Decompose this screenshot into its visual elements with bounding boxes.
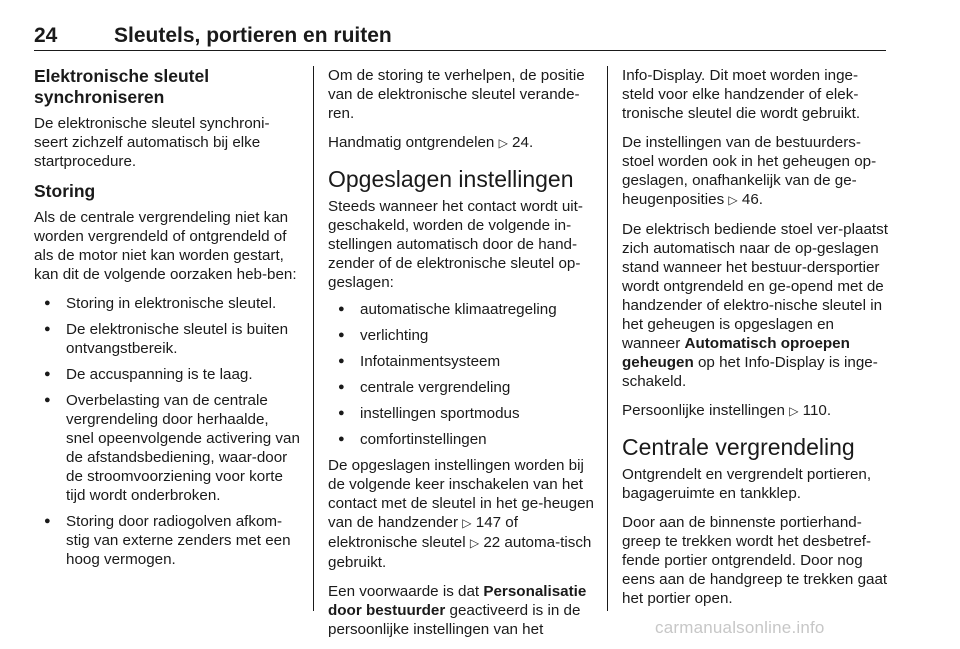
used-ref-2: 22 automa-tisch gebruikt. [328, 534, 592, 571]
list-item: ● De elektronische sleutel is buiten ontvangstbereik. [34, 320, 300, 358]
list-item: ● Overbelasting van de centrale vergrendeling door herhaalde, snel opeenvolgende activering van de afstandsbediening, waar-door de stroomvoorziening voor korte tijd wordt onderbroken. [34, 391, 300, 505]
heading-sync: Elektronische sleutel synchroniseren [34, 66, 210, 107]
column-1 [34, 66, 300, 576]
heading-central-locking: Centrale vergrendeling [622, 434, 855, 460]
paragraph-prerequisite [328, 582, 594, 639]
causes-list [34, 294, 300, 569]
heading-saved-settings: Opgeslagen instellingen [328, 166, 574, 192]
manual-unlock-ref: 24. [512, 134, 534, 151]
personal-settings-ref: 110. [802, 402, 832, 419]
paragraph-electric-seat [622, 220, 888, 391]
paragraph-central-2: Door aan de binnenste portierhand-greep te trekken wordt het desbetref-fende portier ontgrendeld. Door nog eens aan de handgreep te trekken gaat het portier open. [622, 514, 888, 607]
page-header [34, 24, 886, 52]
paragraph-storing: Als de centrale vergrendeling niet kan worden vergrendeld of ontgrendeld of als de motor niet kan worden gestart, kan dit de volgende oorzaken heb-ben: [34, 209, 297, 283]
list-item: ● comfortinstellingen [328, 430, 594, 449]
paragraph-seat-memory [622, 133, 888, 210]
settings-list [328, 300, 594, 449]
manual-unlock-text: Handmatig ontgrendelen [328, 134, 495, 151]
paragraph-saved: Steeds wanneer het contact wordt uit-geschakeld, worden de volgende in-stellingen automatisch door de hand-zender of de elektronische sleutel op-geslagen: [328, 198, 583, 291]
paragraph-personal-settings [622, 401, 888, 421]
list-item: ● verlichting [328, 326, 594, 345]
used-ref-1: 147 of elektronische sleutel [328, 514, 518, 551]
list-item: ● centrale vergrendeling [328, 378, 594, 397]
list-item: ● Storing in elektronische sleutel. [34, 294, 300, 313]
list-item: ● automatische klimaatregeling [328, 300, 594, 319]
seat-memory-ref: 46. [741, 191, 764, 208]
personalisation-setting-name: Personalisatie door bestuurder [328, 583, 587, 619]
prerequisite-text-end: geactiveerd is in de persoonlijke instellingen van het [328, 602, 581, 638]
paragraph-used [328, 456, 594, 572]
paragraph-central-1: Ontgrendelt en vergrendelt portieren, bagageruimte en tankklep. [622, 466, 872, 502]
column-2 [328, 66, 594, 649]
page-reference-arrow-icon: ▷ [498, 136, 508, 150]
paragraph-fix: Om de storing te verhelpen, de positie van de elektronische sleutel verande-ren. [328, 67, 585, 122]
personal-settings-text: Persoonlijke instellingen [622, 402, 785, 419]
list-item: ● instellingen sportmodus [328, 404, 594, 423]
electric-seat-text-end: op het Info-Display is inge-schakeld. [622, 354, 878, 390]
page-reference-arrow-icon: ▷ [728, 193, 738, 207]
paragraph-manual-unlock [328, 133, 594, 153]
auto-recall-setting-name: Automatisch oproepen geheugen [622, 335, 850, 371]
page-number: 24 [34, 24, 58, 47]
list-item: ● Infotainmentsysteem [328, 352, 594, 371]
electric-seat-text: De elektrisch bediende stoel ver-plaatst zich automatisch naar de op-geslagen stand wanneer het bestuur-dersportier wordt ontgrendeld en ge-opend met de handzender of elektro-nische sleutel in het geheugen is opgeslagen en wanneer [622, 221, 888, 352]
page-reference-arrow-icon: ▷ [789, 404, 799, 418]
list-item: ● De accuspanning is te laag. [34, 365, 300, 384]
page-reference-arrow-icon: ▷ [462, 516, 472, 530]
list-item: ● Storing door radiogolven afkom-stig van externe zenders met een hoog vermogen. [34, 512, 300, 569]
paragraph-info-display: Info-Display. Dit moet worden inge-steld voor elke handzender of elek-tronische sleutel die wordt gebruikt. [622, 67, 861, 122]
column-divider-2 [607, 66, 608, 611]
watermark: carmanualsonline.info [655, 618, 825, 637]
column-divider-1 [313, 66, 314, 611]
column-3 [622, 66, 888, 618]
header-rule [34, 50, 886, 51]
used-text: De opgeslagen instellingen worden bij de volgende keer inschakelen van het contact met de sleutel in het ge-heugen van de handzender [328, 457, 594, 531]
heading-storing: Storing [34, 181, 96, 201]
chapter-title: Sleutels, portieren en ruiten [114, 24, 392, 47]
seat-memory-text: De instellingen van de bestuurders-stoel worden ook in het geheugen op-geslagen, onafhankelijk van de ge-heugenposities [622, 134, 877, 208]
prerequisite-text: Een voorwaarde is dat [328, 583, 480, 600]
paragraph-sync: De elektronische sleutel synchroni-seert zichzelf automatisch bij elke startprocedure. [34, 115, 270, 170]
page-reference-arrow-icon: ▷ [469, 536, 480, 550]
